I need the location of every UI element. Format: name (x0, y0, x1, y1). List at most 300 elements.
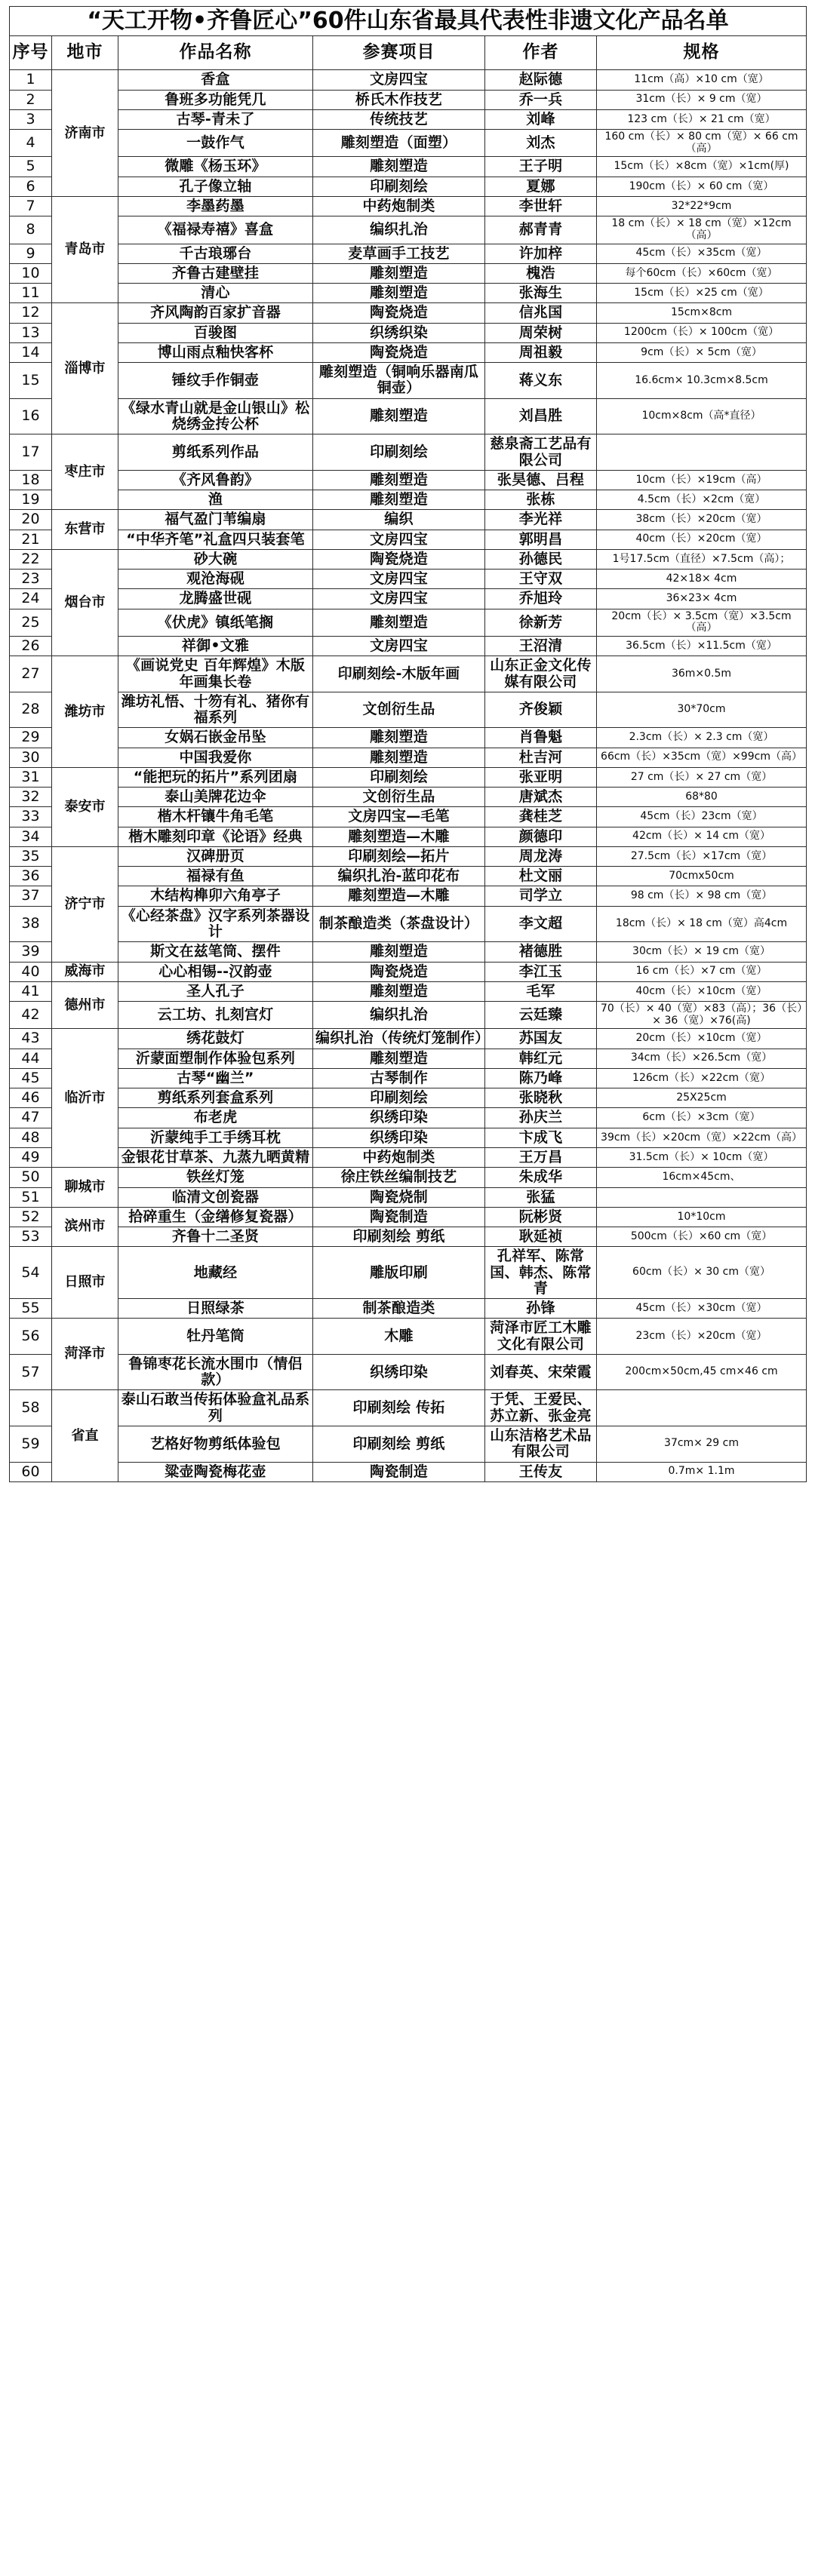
cell-city: 临沂市 (52, 1029, 118, 1168)
table-row (10, 807, 807, 827)
cell-project: 雕刻塑造 (313, 284, 485, 303)
cell-author: 李光祥 (485, 510, 597, 530)
cell-work: 绣花鼓灯 (118, 1029, 313, 1049)
cell-spec: 15cm（长）×8cm（宽）×1cm(厚) (597, 157, 807, 177)
table-row (10, 342, 807, 362)
table-row (10, 109, 807, 129)
cell-no: 2 (10, 90, 52, 109)
cell-project: 文房四宝 (313, 589, 485, 609)
cell-author: 张亚明 (485, 767, 597, 787)
table-row (10, 363, 807, 399)
table-row (10, 263, 807, 283)
cell-author: 周龙涛 (485, 846, 597, 866)
cell-author: 褚德胜 (485, 942, 597, 962)
cell-no: 30 (10, 748, 52, 767)
cell-spec: 1200cm（长）× 100cm（宽） (597, 323, 807, 342)
cell-spec: 45cm（长）×30cm（宽） (597, 1299, 807, 1319)
cell-work: 渔 (118, 490, 313, 510)
cell-project: 制茶酿造类 (313, 1299, 485, 1319)
cell-no: 29 (10, 728, 52, 748)
table-row (10, 570, 807, 589)
cell-no: 23 (10, 570, 52, 589)
cell-spec: 500cm（长）×60 cm（宽） (597, 1227, 807, 1247)
cell-no: 20 (10, 510, 52, 530)
cell-no: 17 (10, 434, 52, 471)
cell-spec: 37cm× 29 cm (597, 1426, 807, 1462)
cell-work: 齐风陶韵百家扩音器 (118, 303, 313, 323)
cell-city: 济南市 (52, 70, 118, 197)
cell-no: 12 (10, 303, 52, 323)
cell-no: 49 (10, 1148, 52, 1168)
cell-author: 山东洁格艺术品有限公司 (485, 1426, 597, 1462)
cell-project: 印刷刻绘 剪纸 (313, 1426, 485, 1462)
cell-author: 王守双 (485, 570, 597, 589)
cell-spec: 9cm（长）× 5cm（宽） (597, 342, 807, 362)
cell-work: 楷木杆镶牛角毛笔 (118, 807, 313, 827)
cell-no: 1 (10, 70, 52, 90)
table-row (10, 434, 807, 471)
cell-city: 淄博市 (52, 303, 118, 434)
cell-spec: 1号17.5cm（直径）×7.5cm（高）； (597, 549, 807, 569)
cell-author: 李江玉 (485, 962, 597, 981)
cell-author: 张海生 (485, 284, 597, 303)
cell-no: 9 (10, 244, 52, 263)
cell-spec: 每个60cm（长）×60cm（宽） (597, 263, 807, 283)
cell-project: 雕刻塑造 (313, 398, 485, 434)
cell-work: 铁丝灯笼 (118, 1168, 313, 1187)
cell-work: 锤纹手作铜壶 (118, 363, 313, 399)
cell-project: 陶瓷制造 (313, 1462, 485, 1481)
cell-work: 香盒 (118, 70, 313, 90)
table-row (10, 1426, 807, 1462)
cell-spec: 34cm（长）×26.5cm（宽） (597, 1049, 807, 1068)
cell-project: 雕刻塑造 (313, 942, 485, 962)
table-row (10, 1002, 807, 1029)
cell-no: 33 (10, 807, 52, 827)
cell-project: 雕刻塑造 (313, 748, 485, 767)
cell-work: 沂蒙纯手工手绣耳枕 (118, 1128, 313, 1147)
cell-work: 拾碎重生（金缮修复瓷器） (118, 1207, 313, 1227)
cell-work: 福气盈门苇编扇 (118, 510, 313, 530)
cell-city: 济宁市 (52, 846, 118, 962)
cell-project: 织绣印染 (313, 1108, 485, 1128)
cell-no: 10 (10, 263, 52, 283)
cell-no: 28 (10, 692, 52, 728)
cell-no: 50 (10, 1168, 52, 1187)
cell-no: 7 (10, 197, 52, 216)
table-row (10, 130, 807, 157)
cell-work: 鲁锦枣花长流水围巾（情侣款） (118, 1354, 313, 1390)
cell-work: 沂蒙面塑制作体验包系列 (118, 1049, 313, 1068)
cell-no: 48 (10, 1128, 52, 1147)
cell-city: 滨州市 (52, 1207, 118, 1247)
cell-spec: 16 cm（长）×7 cm（宽） (597, 962, 807, 981)
cell-no: 4 (10, 130, 52, 157)
cell-work: “能把玩的拓片”系列团扇 (118, 767, 313, 787)
cell-author: 菏泽市匠工木雕文化有限公司 (485, 1319, 597, 1355)
cell-work: 《福禄寿禧》喜盒 (118, 216, 313, 244)
cell-author: 阮彬贤 (485, 1207, 597, 1227)
cell-no: 60 (10, 1462, 52, 1481)
table-row (10, 177, 807, 196)
cell-work: 中国我爱你 (118, 748, 313, 767)
cell-author: 山东正金文化传媒有限公司 (485, 656, 597, 692)
table-row (10, 1187, 807, 1207)
table-row (10, 216, 807, 244)
cell-author: 陈乃峰 (485, 1068, 597, 1088)
cell-author: 刘峰 (485, 109, 597, 129)
table-row (10, 1148, 807, 1168)
cell-spec: 126cm（长）×22cm（宽） (597, 1068, 807, 1088)
cell-spec: 31.5cm（长）× 10cm（宽） (597, 1148, 807, 1168)
cell-author: 孙庆兰 (485, 1108, 597, 1128)
cell-project: 印刷刻绘-木版年画 (313, 656, 485, 692)
cell-author: 李文超 (485, 906, 597, 942)
cell-no: 31 (10, 767, 52, 787)
cell-author: 信兆国 (485, 303, 597, 323)
cell-author: 许加梓 (485, 244, 597, 263)
table-row (10, 90, 807, 109)
cell-no: 11 (10, 284, 52, 303)
column-header-work: 作品名称 (118, 35, 313, 70)
column-header-project: 参赛项目 (313, 35, 485, 70)
cell-spec (597, 434, 807, 471)
cell-project: 编织扎治-蓝印花布 (313, 867, 485, 886)
cell-no: 40 (10, 962, 52, 981)
cell-work: 楷木雕刻印章《论语》经典 (118, 827, 313, 846)
cell-project: 雕刻塑造—木雕 (313, 886, 485, 906)
cell-project: 陶瓷烧制 (313, 1187, 485, 1207)
cell-city: 烟台市 (52, 549, 118, 656)
cell-work: 李墨药墨 (118, 197, 313, 216)
cell-spec: 6cm（长）×3cm（宽） (597, 1108, 807, 1128)
cell-spec: 15cm×8cm (597, 303, 807, 323)
cell-author: 蒋义东 (485, 363, 597, 399)
cell-city: 菏泽市 (52, 1319, 118, 1390)
cell-spec: 25X25cm (597, 1088, 807, 1108)
cell-author: 刘春英、宋荣霞 (485, 1354, 597, 1390)
table-row (10, 1049, 807, 1068)
cell-spec: 36m×0.5m (597, 656, 807, 692)
cell-author: 王传友 (485, 1462, 597, 1481)
cell-author: 于凭、王爱民、苏立新、张金亮 (485, 1390, 597, 1426)
table-row (10, 942, 807, 962)
cell-spec: 66cm（长）×35cm（宽）×99cm（高） (597, 748, 807, 767)
cell-project: 陶瓷烧造 (313, 303, 485, 323)
cell-spec: 123 cm（长）× 21 cm（宽） (597, 109, 807, 129)
cell-author: 李世轩 (485, 197, 597, 216)
cell-author: 朱成华 (485, 1168, 597, 1187)
table-row (10, 244, 807, 263)
cell-author: 孙锋 (485, 1299, 597, 1319)
heritage-products-table (9, 6, 807, 1482)
cell-project: 文房四宝 (313, 570, 485, 589)
cell-project: 印刷刻绘—拓片 (313, 846, 485, 866)
cell-no: 57 (10, 1354, 52, 1390)
cell-no: 42 (10, 1002, 52, 1029)
cell-spec: 16.6cm× 10.3cm×8.5cm (597, 363, 807, 399)
cell-work: 古琴-青未了 (118, 109, 313, 129)
cell-work: 砂大碗 (118, 549, 313, 569)
cell-project: 印刷刻绘 (313, 1088, 485, 1108)
cell-no: 27 (10, 656, 52, 692)
table-row (10, 767, 807, 787)
cell-author: 刘昌胜 (485, 398, 597, 434)
cell-no: 37 (10, 886, 52, 906)
cell-project: 编织扎治 (313, 216, 485, 244)
cell-work: 潍坊礼悟、十笏有礼、猪你有福系列 (118, 692, 313, 728)
cell-city: 聊城市 (52, 1168, 118, 1208)
table-row (10, 1462, 807, 1481)
cell-spec: 32*22*9cm (597, 197, 807, 216)
cell-work: 《绿水青山就是金山银山》松烧绣金抟公杯 (118, 398, 313, 434)
cell-project: 雕刻塑造 (313, 981, 485, 1001)
cell-work: 孔子像立轴 (118, 177, 313, 196)
cell-spec: 38cm（长）×20cm（宽） (597, 510, 807, 530)
cell-no: 47 (10, 1108, 52, 1128)
cell-no: 26 (10, 637, 52, 656)
cell-author: 慈泉斋工艺品有限公司 (485, 434, 597, 471)
cell-work: “中华齐笔”礼盒四只装套笔 (118, 530, 313, 549)
table-row (10, 1029, 807, 1049)
table-row (10, 157, 807, 177)
table-row (10, 490, 807, 510)
cell-work: 一鼓作气 (118, 130, 313, 157)
table-row (10, 656, 807, 692)
table-row (10, 1068, 807, 1088)
cell-work: 斯文在兹笔筒、摆件 (118, 942, 313, 962)
page-title: “天工开物•齐鲁匠心”60件山东省最具代表性非遗文化产品名单 (10, 7, 807, 36)
cell-author: 孔祥军、陈常国、韩杰、陈常青 (485, 1247, 597, 1299)
cell-author: 唐斌杰 (485, 788, 597, 807)
cell-no: 25 (10, 609, 52, 636)
cell-no: 14 (10, 342, 52, 362)
cell-spec: 0.7m× 1.1m (597, 1462, 807, 1481)
table-row (10, 70, 807, 90)
table-row (10, 1227, 807, 1247)
cell-project: 中药炮制类 (313, 1148, 485, 1168)
cell-no: 3 (10, 109, 52, 129)
table-row (10, 1319, 807, 1355)
cell-project: 印刷刻绘 剪纸 (313, 1227, 485, 1247)
cell-city: 泰安市 (52, 767, 118, 846)
table-row (10, 609, 807, 636)
cell-spec: 18 cm（长）× 18 cm（宽）×12cm（高） (597, 216, 807, 244)
cell-spec: 40cm（长）×10cm（宽） (597, 981, 807, 1001)
cell-work: 古琴“幽兰” (118, 1068, 313, 1088)
table-row (10, 728, 807, 748)
cell-author: 张栋 (485, 490, 597, 510)
cell-author: 云廷臻 (485, 1002, 597, 1029)
cell-work: 汉碑册页 (118, 846, 313, 866)
cell-project: 印刷刻绘 传拓 (313, 1390, 485, 1426)
cell-work: 《伏虎》镇纸笔搁 (118, 609, 313, 636)
cell-no: 39 (10, 942, 52, 962)
table-row (10, 1088, 807, 1108)
cell-spec: 98 cm（长）× 98 cm（宽） (597, 886, 807, 906)
cell-city: 省直 (52, 1390, 118, 1481)
cell-project: 陶瓷烧造 (313, 342, 485, 362)
cell-project: 徐庄铁丝编制技艺 (313, 1168, 485, 1187)
cell-work: 福禄有鱼 (118, 867, 313, 886)
cell-project: 文房四宝 (313, 637, 485, 656)
cell-city: 青岛市 (52, 197, 118, 303)
cell-author: 刘杰 (485, 130, 597, 157)
table-row (10, 906, 807, 942)
cell-spec: 31cm（长）× 9 cm（宽） (597, 90, 807, 109)
table-row (10, 1207, 807, 1227)
cell-work: 地藏经 (118, 1247, 313, 1299)
cell-project: 陶瓷烧造 (313, 549, 485, 569)
cell-no: 38 (10, 906, 52, 942)
cell-project: 古琴制作 (313, 1068, 485, 1088)
cell-project: 文房四宝—毛笔 (313, 807, 485, 827)
cell-spec (597, 1390, 807, 1426)
cell-spec: 27.5cm（长）×17cm（宽） (597, 846, 807, 866)
cell-no: 18 (10, 470, 52, 490)
cell-project: 文创衍生品 (313, 692, 485, 728)
cell-spec: 39cm（长）×20cm（宽）×22cm（高） (597, 1128, 807, 1147)
cell-work: 泰山美牌花边伞 (118, 788, 313, 807)
table-row (10, 1108, 807, 1128)
cell-author: 司学立 (485, 886, 597, 906)
column-header-spec: 规格 (597, 35, 807, 70)
table-row (10, 867, 807, 886)
cell-project: 文房四宝 (313, 70, 485, 90)
cell-work: 布老虎 (118, 1108, 313, 1128)
cell-author: 龚桂芝 (485, 807, 597, 827)
cell-work: 百骏图 (118, 323, 313, 342)
cell-spec: 36.5cm（长）×11.5cm（宽） (597, 637, 807, 656)
cell-author: 张昊德、吕程 (485, 470, 597, 490)
table-row (10, 1247, 807, 1299)
cell-project: 编织 (313, 510, 485, 530)
table-row (10, 589, 807, 609)
cell-spec: 16cm×45cm、 (597, 1168, 807, 1187)
cell-no: 5 (10, 157, 52, 177)
cell-author: 槐浩 (485, 263, 597, 283)
cell-author: 毛军 (485, 981, 597, 1001)
cell-work: 微雕《杨玉环》 (118, 157, 313, 177)
cell-spec: 42cm（长）× 14 cm（宽） (597, 827, 807, 846)
cell-author: 张猛 (485, 1187, 597, 1207)
cell-author: 王万昌 (485, 1148, 597, 1168)
cell-author: 夏娜 (485, 177, 597, 196)
cell-city: 枣庄市 (52, 434, 118, 510)
cell-no: 53 (10, 1227, 52, 1247)
cell-project: 木雕 (313, 1319, 485, 1355)
cell-spec: 70cmx50cm (597, 867, 807, 886)
cell-no: 56 (10, 1319, 52, 1355)
cell-spec: 4.5cm（长）×2cm（宽） (597, 490, 807, 510)
cell-author: 郭明昌 (485, 530, 597, 549)
cell-city: 德州市 (52, 981, 118, 1029)
cell-project: 雕版印刷 (313, 1247, 485, 1299)
cell-work: 心心相锡--汉韵壶 (118, 962, 313, 981)
cell-work: 千古琅琊台 (118, 244, 313, 263)
table-header-row (10, 35, 807, 70)
cell-author: 周荣树 (485, 323, 597, 342)
cell-project: 雕刻塑造 (313, 1049, 485, 1068)
cell-work: 女娲石嵌金吊坠 (118, 728, 313, 748)
cell-author: 齐俊颖 (485, 692, 597, 728)
cell-project: 编织扎治 (313, 1002, 485, 1029)
cell-work: 博山雨点釉快客杯 (118, 342, 313, 362)
cell-spec: 160 cm（长）× 80 cm（宽）× 66 cm（高） (597, 130, 807, 157)
cell-project: 陶瓷烧造 (313, 962, 485, 981)
cell-spec: 23cm（长）×20cm（宽） (597, 1319, 807, 1355)
table-row (10, 962, 807, 981)
cell-project: 雕刻塑造（面塑） (313, 130, 485, 157)
cell-no: 15 (10, 363, 52, 399)
cell-project: 织绣织染 (313, 323, 485, 342)
cell-work: 剪纸系列作品 (118, 434, 313, 471)
cell-no: 24 (10, 589, 52, 609)
cell-work: 剪纸系列套盒系列 (118, 1088, 313, 1108)
cell-no: 44 (10, 1049, 52, 1068)
cell-no: 6 (10, 177, 52, 196)
cell-work: 清心 (118, 284, 313, 303)
cell-spec (597, 1187, 807, 1207)
cell-no: 41 (10, 981, 52, 1001)
cell-author: 乔旭玲 (485, 589, 597, 609)
table-row (10, 827, 807, 846)
cell-project: 文创衍生品 (313, 788, 485, 807)
table-row (10, 1128, 807, 1147)
table-row (10, 1354, 807, 1390)
cell-spec: 20cm（长）×10cm（宽） (597, 1029, 807, 1049)
cell-work: 观沧海砚 (118, 570, 313, 589)
cell-work: 金银花甘草茶、九蒸九晒黄精 (118, 1148, 313, 1168)
cell-author: 王沼清 (485, 637, 597, 656)
table-row (10, 846, 807, 866)
cell-project: 麦草画手工技艺 (313, 244, 485, 263)
cell-spec: 190cm（长）× 60 cm（宽） (597, 177, 807, 196)
cell-project: 雕刻塑造 (313, 470, 485, 490)
table-row (10, 637, 807, 656)
table-row (10, 788, 807, 807)
cell-author: 肖鲁魁 (485, 728, 597, 748)
cell-work: 临清文创瓷器 (118, 1187, 313, 1207)
cell-spec: 200cm×50cm,45 cm×46 cm (597, 1354, 807, 1390)
cell-work: 齐鲁十二圣贤 (118, 1227, 313, 1247)
cell-project: 雕刻塑造（铜响乐器南瓜铜壶） (313, 363, 485, 399)
cell-work: 《画说党史 百年辉煌》木版年画集长卷 (118, 656, 313, 692)
cell-no: 55 (10, 1299, 52, 1319)
cell-no: 58 (10, 1390, 52, 1426)
cell-no: 8 (10, 216, 52, 244)
cell-project: 编织扎治（传统灯笼制作） (313, 1029, 485, 1049)
cell-spec: 10*10cm (597, 1207, 807, 1227)
cell-project: 雕刻塑造 (313, 157, 485, 177)
table-row (10, 886, 807, 906)
cell-author: 卞成飞 (485, 1128, 597, 1147)
cell-no: 21 (10, 530, 52, 549)
cell-author: 赵际德 (485, 70, 597, 90)
cell-no: 35 (10, 846, 52, 866)
cell-spec: 30cm（长）× 19 cm（宽） (597, 942, 807, 962)
cell-no: 19 (10, 490, 52, 510)
cell-project: 织绣印染 (313, 1354, 485, 1390)
cell-city: 日照市 (52, 1247, 118, 1319)
column-header-author: 作者 (485, 35, 597, 70)
table-row (10, 470, 807, 490)
cell-spec: 18cm（长）× 18 cm（宽）高4cm (597, 906, 807, 942)
cell-work: 龙腾盛世砚 (118, 589, 313, 609)
cell-project: 雕刻塑造 (313, 728, 485, 748)
table-row (10, 1168, 807, 1187)
cell-spec: 45cm（长）23cm（宽） (597, 807, 807, 827)
